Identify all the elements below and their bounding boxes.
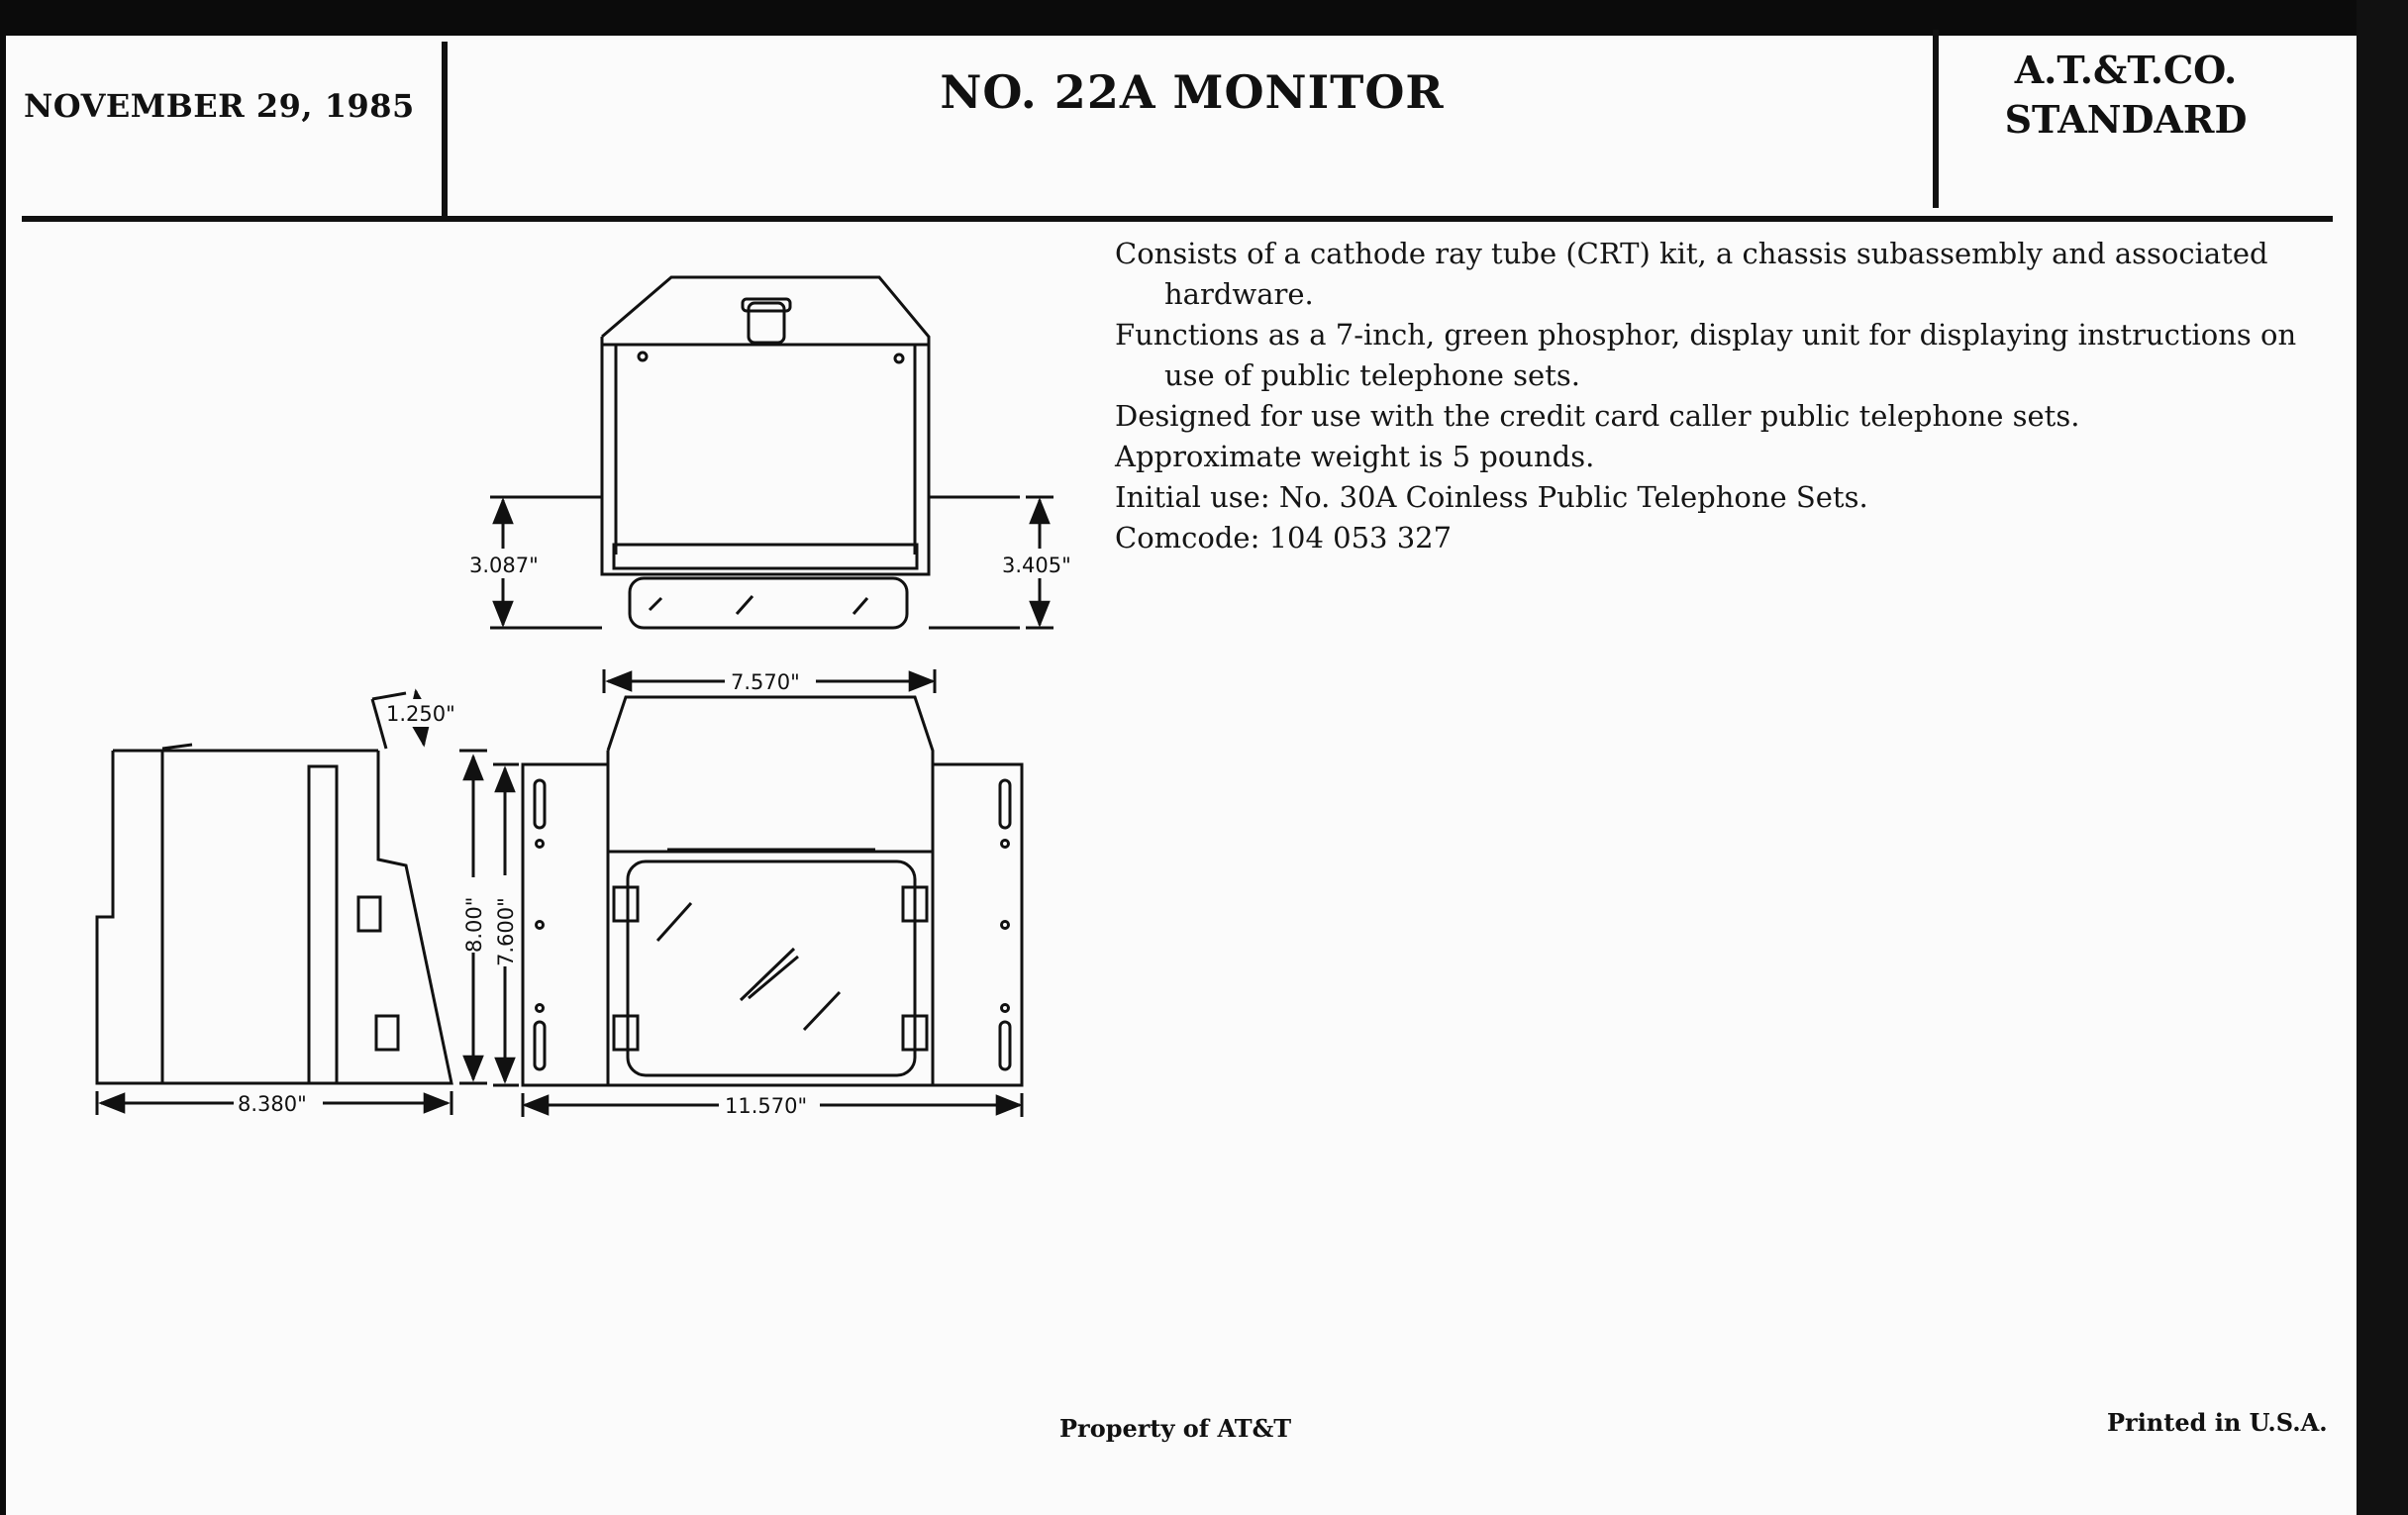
dim-label-top-left: 3.087" bbox=[469, 554, 539, 577]
description-line: Functions as a 7-inch, green phosphor, display unit for displaying instructions on use of public telephone sets. bbox=[1115, 318, 2297, 392]
issue-date: NOVEMBER 29, 1985 bbox=[24, 87, 415, 125]
standard-line-1: A.T.&T.CO. bbox=[2014, 48, 2238, 92]
dim-label-tilt: 1.250" bbox=[386, 702, 455, 726]
description-line: Designed for use with the credit card caller public telephone sets. bbox=[1115, 399, 2080, 433]
standard-line-2: STANDARD bbox=[2004, 97, 2248, 142]
top-view bbox=[490, 277, 1054, 628]
description-line: Comcode: 104 053 327 bbox=[1115, 521, 1453, 555]
printed-notice: Printed in U.S.A. bbox=[2107, 1408, 2328, 1437]
dim-label-top-right: 3.405" bbox=[1002, 554, 1071, 577]
page-title: NO. 22A MONITOR bbox=[940, 65, 1445, 119]
description-line: Initial use: No. 30A Coinless Public Telephone Sets. bbox=[1115, 480, 1868, 514]
dim-label-side-depth: 8.380" bbox=[238, 1092, 307, 1116]
property-notice: Property of AT&T bbox=[1059, 1414, 1292, 1443]
side-view bbox=[97, 691, 487, 1115]
description-line: Approximate weight is 5 pounds. bbox=[1115, 440, 1595, 473]
dim-label-front-width: 7.570" bbox=[731, 670, 800, 694]
front-view bbox=[493, 669, 1022, 1117]
description-line: Consists of a cathode ray tube (CRT) kit, a chassis subassembly and associated hardware. bbox=[1115, 237, 2268, 311]
dim-label-side-height: 8.00" bbox=[462, 896, 486, 953]
dim-label-overall-width: 11.570" bbox=[725, 1094, 808, 1118]
dim-label-front-height: 7.600" bbox=[494, 897, 518, 966]
